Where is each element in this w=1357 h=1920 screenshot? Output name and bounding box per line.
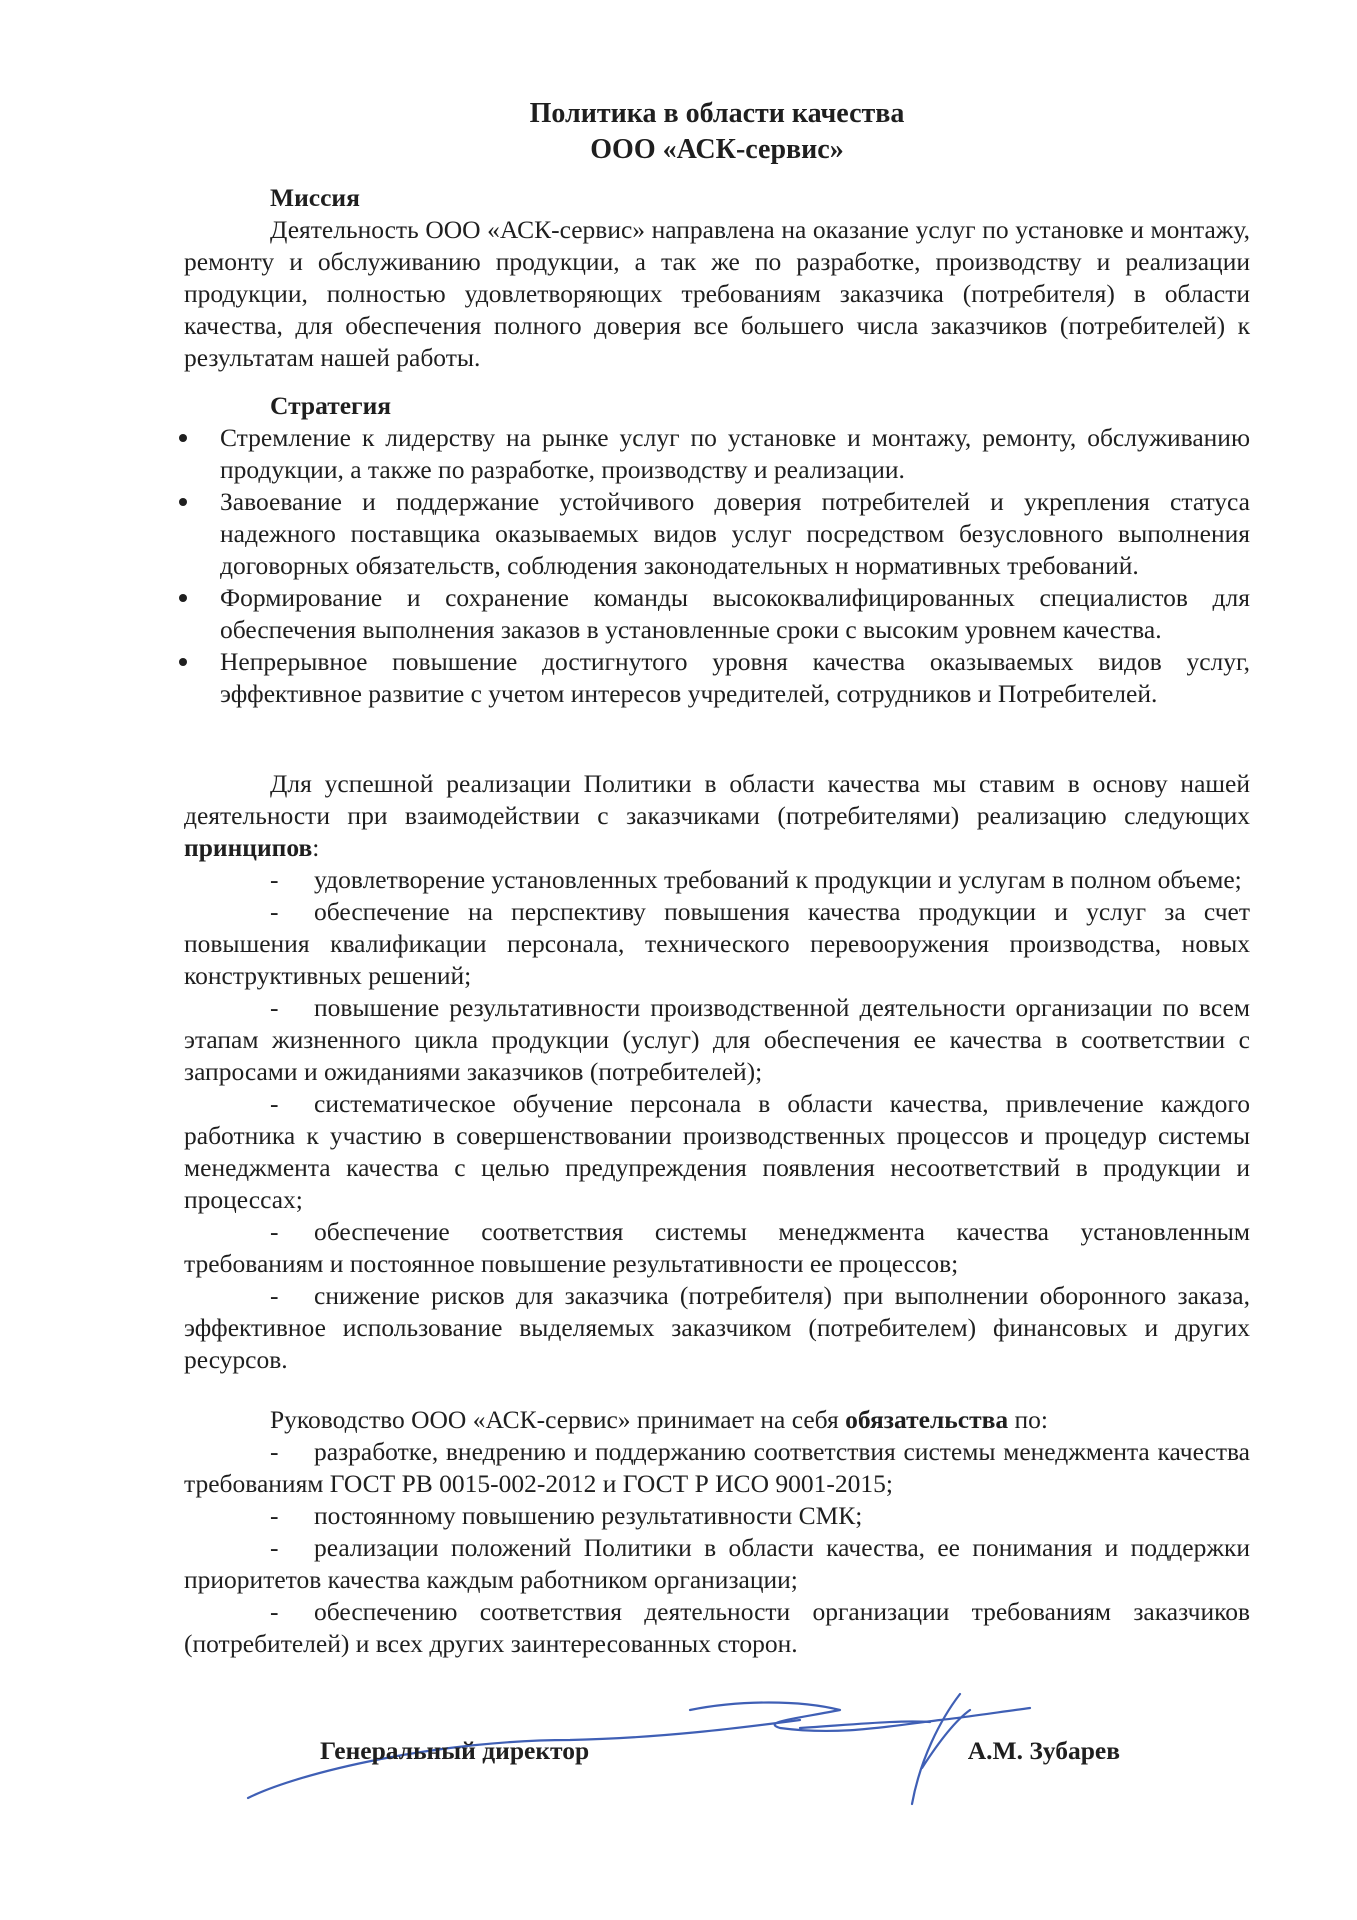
mission-heading: Миссия xyxy=(270,183,360,212)
bullet-icon xyxy=(179,498,187,506)
commitment-item: - разработке, внедрению и поддержанию соответствия системы менеджмента качества требованиям ГОСТ РВ 0015-002-2012 и ГОСТ Р ИСО 9001-2015; xyxy=(184,1437,1250,1498)
signatory-name: А.М. Зубарев xyxy=(967,1736,1120,1765)
bullet-icon xyxy=(179,434,187,442)
principle-item: - обеспечение соответствия системы менеджмента качества установленным требованиям и постоянное повышение результативности ее процессов; xyxy=(184,1217,1250,1278)
bullet-icon xyxy=(179,594,187,602)
mission-text: Деятельность ООО «АСК-сервис» направлена на оказание услуг по установке и монтажу, ремонту и обслуживанию продукции, а так же по разработке, производству и реализации продукции, полностью удовлетворяющих требованиям заказчика (потребителя) в области качества, для обеспечения полного доверия все большего числа заказчиков (потребителей) к результатам нашей работы. xyxy=(184,215,1250,372)
list-item: Стремление к лидерству на рынке услуг по установке и монтажу, ремонту, обслуживанию продукции, а также по разработке, производству и реализации. xyxy=(184,422,1250,486)
title-line-2: ООО «АСК-сервис» xyxy=(590,134,844,165)
principle-item: - обеспечение на перспективу повышения качества продукции и услуг за счет повышения квалификации персонала, технического перевооружения производства, новых конструктивных решений; xyxy=(184,897,1250,990)
commitment-item: - постоянному повышению результативности СМК; xyxy=(270,1501,863,1530)
title-line-1: Политика в области качества xyxy=(529,98,905,129)
commitment-item: - обеспечению соответствия деятельности организации требованиям заказчиков (потребителей) и всех других заинтересованных сторон. xyxy=(184,1597,1250,1658)
principle-item: - повышение результативности производственной деятельности организации по всем этапам жизненного цикла продукции (услуг) для обеспечения ее качества в соответствии с запросами и ожиданиями заказчиков (потребителей); xyxy=(184,993,1250,1086)
commitments-intro: Руководство ООО «АСК-сервис» принимает на себя обязательства по: xyxy=(270,1405,1048,1434)
principles-intro: Для успешной реализации Политики в области качества мы ставим в основу нашей деятельности при взаимодействии с заказчиками (потребителями) реализацию следующих принципов: xyxy=(184,769,1250,862)
commitments-keyword: обязательства xyxy=(845,1405,1009,1434)
commitment-item: - реализации положений Политики в области качества, ее понимания и поддержки приоритетов качества каждым работником организации; xyxy=(184,1533,1250,1594)
signatory-role: Генеральный директор xyxy=(320,1736,590,1765)
list-item: Непрерывное повышение достигнутого уровня качества оказываемых видов услуг, эффективное развитие с учетом интересов учредителей, сотрудников и Потребителей. xyxy=(184,646,1250,710)
principles-keyword: принципов xyxy=(184,833,313,862)
principle-item: - удовлетворение установленных требований к продукции и услугам в полном объеме; xyxy=(270,865,1242,894)
list-item: Формирование и сохранение команды высококвалифицированных специалистов для обеспечения выполнения заказов в установленные сроки с высоким уровнем качества. xyxy=(184,582,1250,646)
section-gap xyxy=(184,710,1250,768)
document-title xyxy=(184,96,1250,168)
strategy-heading: Стратегия xyxy=(270,391,392,420)
section-gap xyxy=(184,1376,1250,1404)
document-body xyxy=(184,96,1250,1660)
strategy-list xyxy=(184,422,1250,710)
principle-item: - снижение рисков для заказчика (потребителя) при выполнении оборонного заказа, эффективное использование выделяемых заказчиком (потребителем) финансовых и других ресурсов. xyxy=(184,1281,1250,1374)
list-item: Завоевание и поддержание устойчивого доверия потребителей и укрепления статуса надежного поставщика оказываемых видов услуг посредством безусловного выполнения договорных обязательств, соблюдения законодательных н нормативных требований. xyxy=(184,486,1250,582)
signature-block xyxy=(320,1736,1120,1776)
principle-item: - систематическое обучение персонала в области качества, привлечение каждого работника к участию в совершенствовании производственных процессов и процедур системы менеджмента качества с целью предупреждения появления несоответствий в продукции и процессах; xyxy=(184,1089,1250,1214)
bullet-icon xyxy=(179,658,187,666)
